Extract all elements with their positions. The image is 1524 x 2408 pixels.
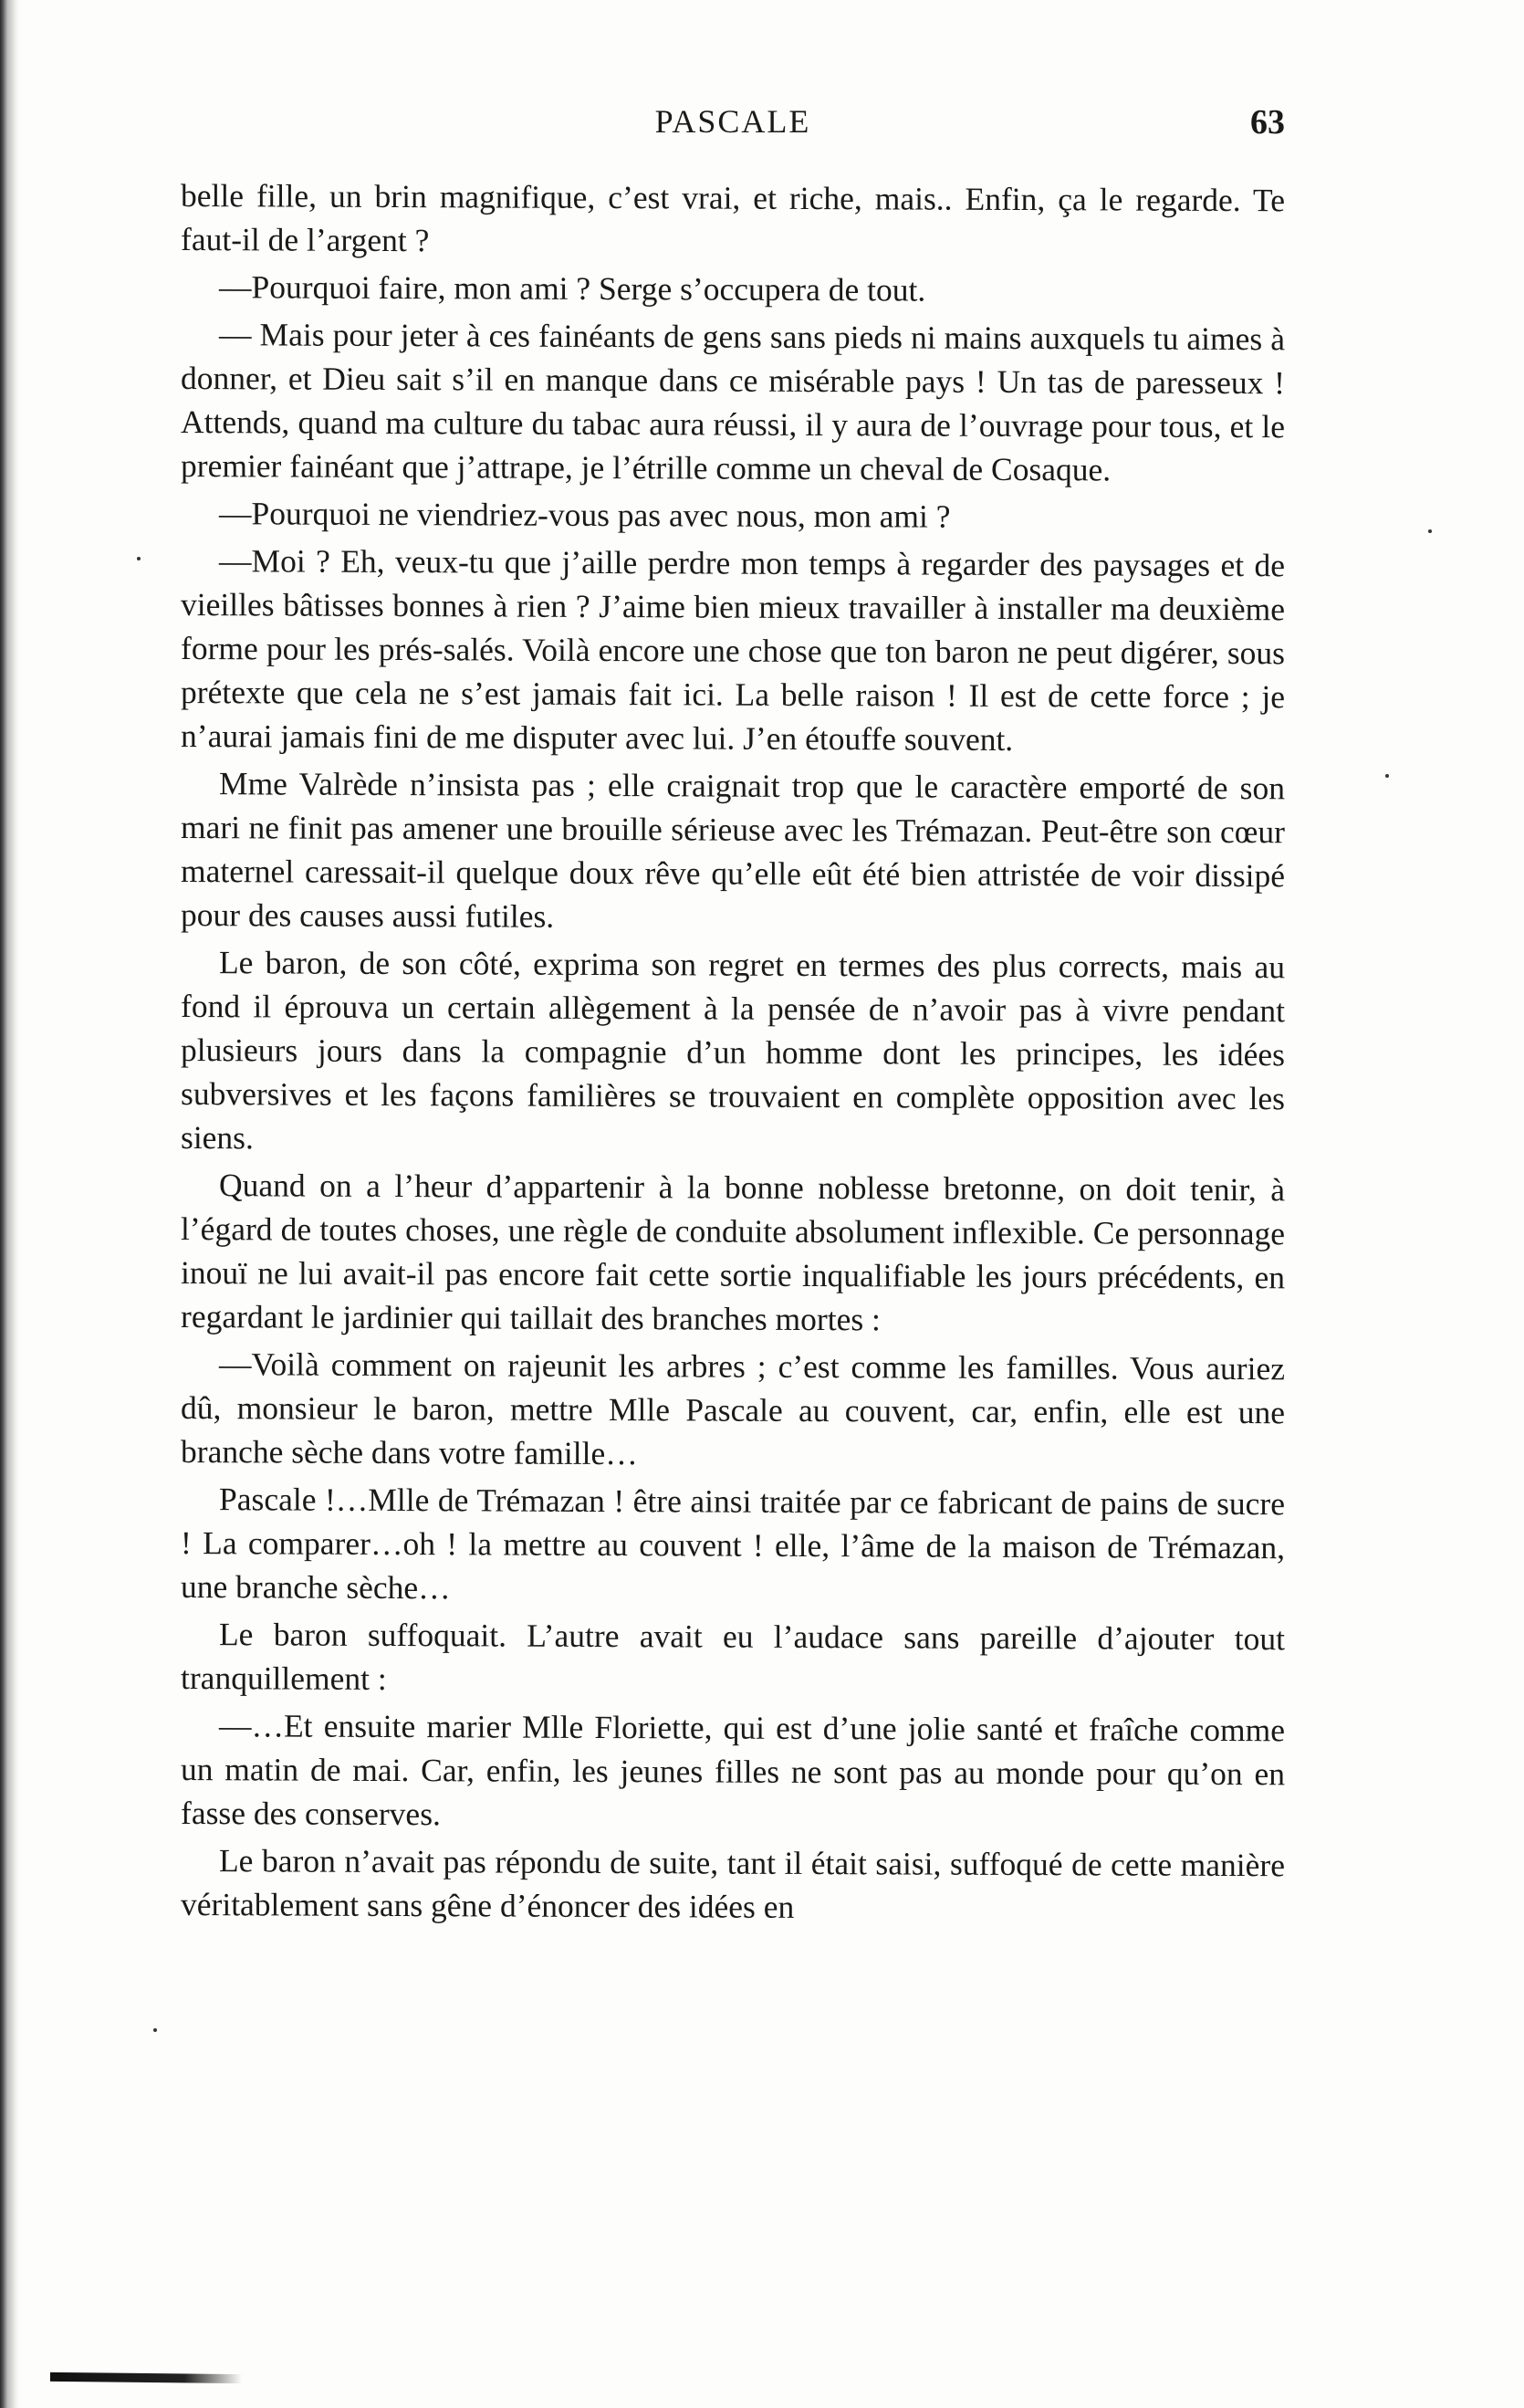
paragraph: —Pourquoi faire, mon ami ? Serge s’occupera de tout. (219, 268, 926, 309)
page-number: 63 (1250, 103, 1285, 141)
paragraph: —…Et ensuite marier Mlle Floriette, qui est d’une jolie santé et fraîche comme un matin de mai. Car, enfin, les jeunes filles ne sont pas au monde pour qu’on en fasse des conserves. (181, 1707, 1285, 1833)
paragraph: —Moi ? Eh, veux-tu que j’aille perdre mon temps à regarder des paysages et de vieilles bâtisses bonnes à rien ? J’aime bien mieux travailler à installer ma deuxième forme pour les prés-salés. Voilà encore une chose que ton baron ne peut digérer, sous prétexte que cela ne s’est jamais fait ici. La belle raison ! Il est de cette force ; je n’aurai jamais fini de me disputer avec lui. J’en étouffe souvent. (181, 542, 1285, 758)
scan-mark (50, 2372, 242, 2383)
paragraph: — Mais pour jeter à ces fainéants de gens sans pieds ni mains auxquels tu aimes à donner, et Dieu sait s’il en manque dans ce misérable pays ! Un tas de paresseux ! Attends, quand ma culture du tabac aura réussi, il y aura de l’ouvrage pour tous, et le premier fainéant que j’attrape, je l’étrille comme un cheval de Cosaque. (181, 316, 1285, 488)
paragraph: Le baron suffoquait. L’autre avait eu l’audace sans pareille d’ajouter tout tranquillement : (181, 1616, 1285, 1697)
paragraph: belle fille, un brin magnifique, c’est vrai, et riche, mais.. Enfin, ça le regarde. Te faut-il de l’argent ? (181, 177, 1285, 259)
running-title: PASCALE (654, 103, 811, 140)
paragraph: —Pourquoi ne viendriez-vous pas avec nous, mon ami ? (219, 495, 951, 535)
print-speck (153, 2028, 157, 2032)
print-speck (1428, 529, 1432, 533)
paragraph: Le baron n’avait pas répondu de suite, tant il était saisi, suffoqué de cette manière véritablement sans gêne d’énoncer des idées en (181, 1842, 1285, 1925)
paragraph: Le baron, de son côté, exprima son regret en termes des plus corrects, mais au fond il éprouva un certain allègement à la pensée de n’avoir pas à vivre pendant plusieurs jours dans la compagnie d’un homme dont les principes, les idées subversives et les façons familières se trouvaient en complète opposition avec les siens. (181, 944, 1285, 1157)
paragraph: Pascale !…Mlle de Trémazan ! être ainsi traitée par ce fabricant de pains de sucre ! La comparer…oh ! la mettre au couvent ! elle, l’âme de la maison de Trémazan, une branche sèche… (181, 1481, 1285, 1607)
paragraph: Mme Valrède n’insista pas ; elle craignait trop que le caractère emporté de son mari ne finit pas amener une brouille sérieuse avec les Trémazan. Peut-être son cœur maternel caressait-il quelque doux rêve qu’elle eût été bien attristée de voir dissipé pour des causes aussi futiles. (181, 765, 1285, 935)
paragraph: —Voilà comment on rajeunit les arbres ; c’est comme les familles. Vous auriez dû, monsieur le baron, mettre Mlle Pascale au couvent, car, enfin, elle est une branche sèche dans votre famille… (181, 1345, 1285, 1472)
body-text (181, 173, 1285, 1934)
print-speck (137, 557, 141, 560)
binding-edge (0, 0, 20, 2408)
running-head (181, 102, 1285, 148)
print-speck (1385, 774, 1389, 778)
paragraph: Quand on a l’heur d’appartenir à la bonne noblesse bretonne, on doit tenir, à l’égard de toutes choses, une règle de conduite absolument inflexible. Ce personnage inouï ne lui avait-il pas encore fait cette sortie inqualifiable les jours précédents, en regardant le jardinier qui taillait des branches mortes : (181, 1167, 1285, 1338)
